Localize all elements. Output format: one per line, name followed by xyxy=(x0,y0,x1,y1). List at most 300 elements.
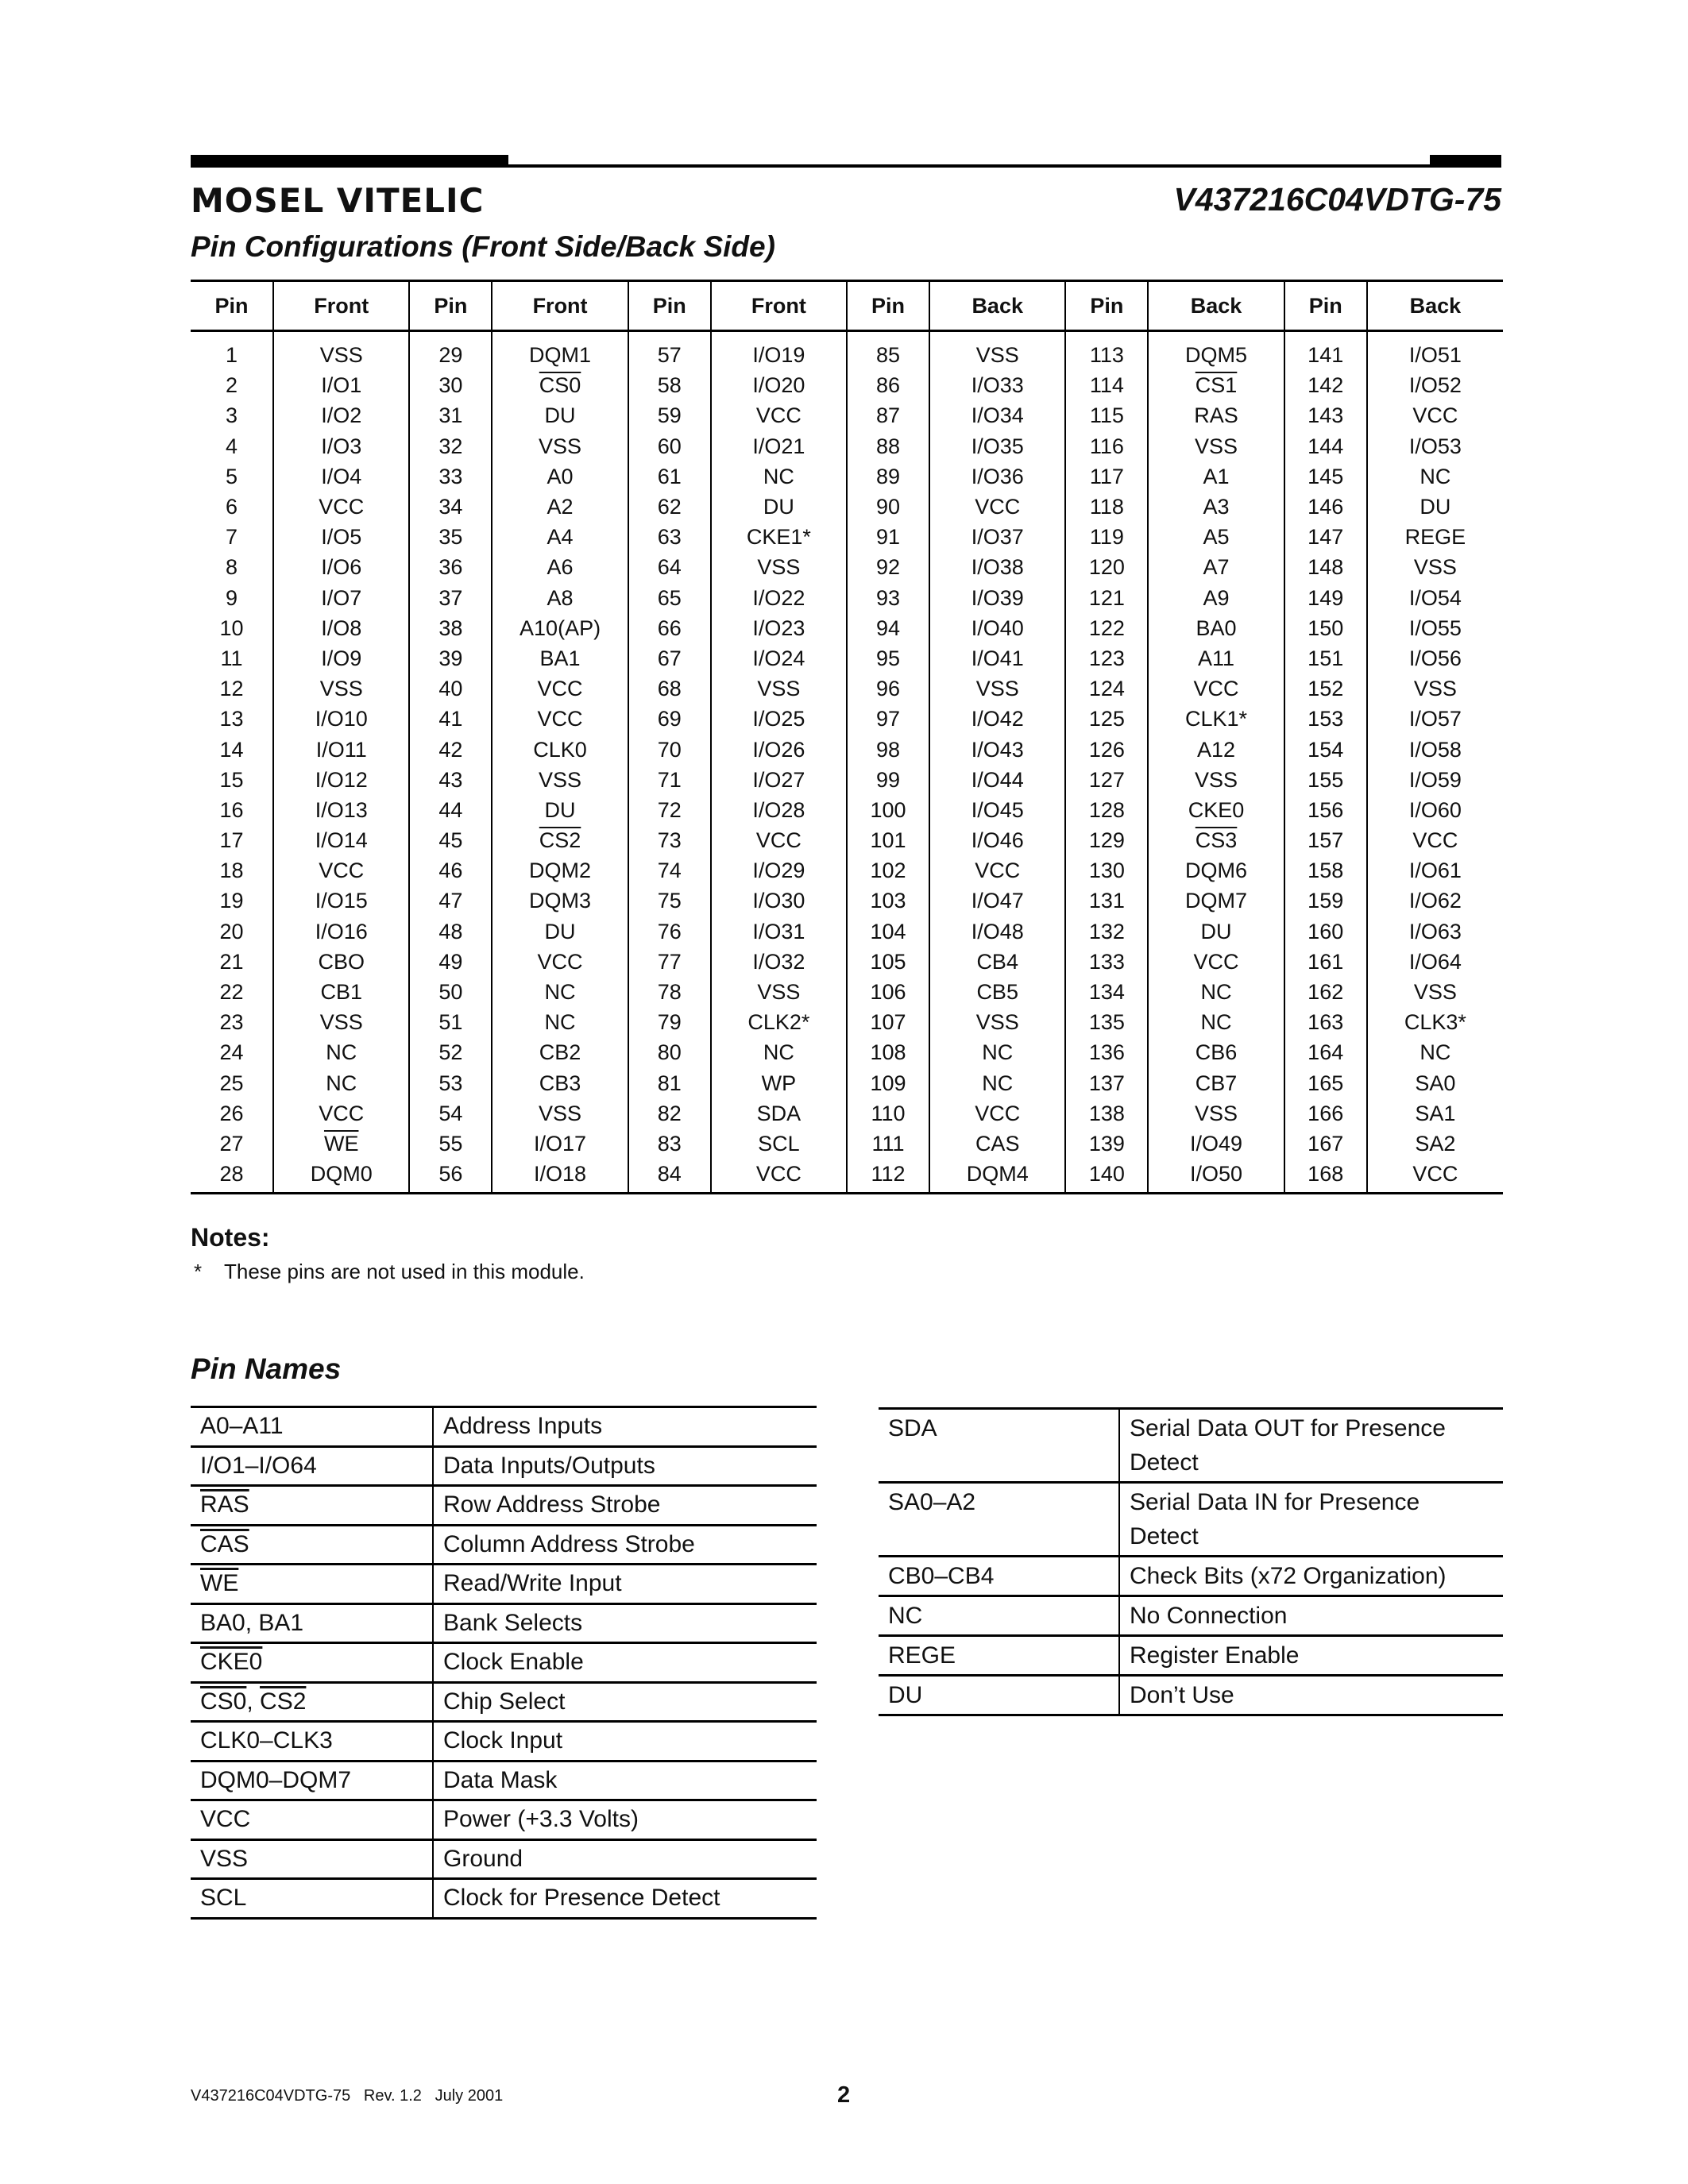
pin-signal-cell: A10(AP) xyxy=(492,613,628,643)
pin-number-cell: 75 xyxy=(628,886,711,916)
description-line: Serial Data OUT for Presence xyxy=(1130,1415,1446,1441)
pin-description: Data Mask xyxy=(433,1761,817,1800)
pin-number-cell: 90 xyxy=(847,492,929,522)
pin-number-cell: 160 xyxy=(1284,916,1367,947)
column-header: Pin xyxy=(628,281,711,331)
pin-name: CB0–CB4 xyxy=(879,1557,1119,1596)
pin-name: REGE xyxy=(879,1636,1119,1676)
table-row xyxy=(191,916,1503,947)
pin-signal-cell: VSS xyxy=(711,552,847,582)
pin-name: A0–A11 xyxy=(191,1407,433,1447)
pin-number-cell: 136 xyxy=(1065,1037,1148,1067)
pin-number-cell: 9 xyxy=(226,585,238,610)
table-row xyxy=(191,1486,817,1526)
pin-signal-cell: NC xyxy=(273,1037,409,1067)
pin-number-cell: 102 xyxy=(847,855,929,886)
table-row xyxy=(191,552,1503,582)
table-row xyxy=(191,461,1503,492)
pin-number-cell: 8 xyxy=(226,555,238,580)
pin-signal-cell: CLK2* xyxy=(711,1007,847,1037)
table-row xyxy=(191,947,1503,977)
pin-number-cell: 93 xyxy=(847,583,929,613)
pin-config-body xyxy=(191,331,1503,1194)
pin-signal-cell: I/O57 xyxy=(1367,704,1503,734)
pin-signal-cell: NC xyxy=(1148,977,1284,1007)
pin-signal-cell: CLK1* xyxy=(1148,704,1284,734)
pin-number-cell: 117 xyxy=(1065,461,1148,492)
pin-signal-cell: VSS xyxy=(273,673,409,704)
table-row xyxy=(191,370,1503,400)
pin-number-cell: 165 xyxy=(1284,1068,1367,1098)
pin-signal-cell: VCC xyxy=(1367,400,1503,430)
pin-number-cell: 146 xyxy=(1284,492,1367,522)
pin-description: Clock for Presence Detect xyxy=(433,1879,817,1919)
pin-number-cell: 53 xyxy=(409,1068,492,1098)
pin-number-cell: 55 xyxy=(409,1129,492,1159)
pin-description: Check Bits (x72 Organization) xyxy=(1119,1557,1503,1596)
pin-number-cell: 121 xyxy=(1065,583,1148,613)
pin-name: CLK0–CLK3 xyxy=(191,1722,433,1761)
pin-signal-cell: VCC xyxy=(711,825,847,855)
pin-signal-cell: I/O14 xyxy=(273,825,409,855)
pin-number-cell: 67 xyxy=(628,643,711,673)
pin-signal-cell: VSS xyxy=(711,673,847,704)
pin-number-cell: 17 xyxy=(219,828,244,853)
pin-description: Power (+3.3 Volts) xyxy=(433,1800,817,1840)
pin-signal-cell: I/O35 xyxy=(929,431,1065,461)
table-row xyxy=(191,1565,817,1604)
pin-number-cell: 168 xyxy=(1284,1159,1367,1194)
active-low-signal: CS2 xyxy=(539,828,581,853)
pin-number-cell: 32 xyxy=(409,431,492,461)
table-row xyxy=(191,1446,817,1486)
pin-signal-cell: I/O48 xyxy=(929,916,1065,947)
pin-name xyxy=(191,1565,433,1604)
pin-number-cell: 73 xyxy=(628,825,711,855)
pin-number-cell: 56 xyxy=(409,1159,492,1194)
pin-signal-cell: SA2 xyxy=(1367,1129,1503,1159)
pin-signal-cell: I/O47 xyxy=(929,886,1065,916)
table-row xyxy=(191,613,1503,643)
pin-signal-cell: A12 xyxy=(1148,734,1284,764)
pin-signal-cell xyxy=(492,825,628,855)
table-row xyxy=(191,1839,817,1879)
pin-number-cell: 62 xyxy=(628,492,711,522)
table-row xyxy=(191,855,1503,886)
pin-number-cell: 97 xyxy=(847,704,929,734)
table-row xyxy=(191,1159,1503,1194)
pin-description: Address Inputs xyxy=(433,1407,817,1447)
active-low-signal: CS3 xyxy=(1195,828,1238,853)
header-rule xyxy=(191,164,1501,168)
footer-revision: Rev. 1.2 xyxy=(363,2087,422,2105)
pin-signal-cell: I/O37 xyxy=(929,522,1065,552)
pin-signal-cell: I/O46 xyxy=(929,825,1065,855)
pin-description: Data Inputs/Outputs xyxy=(433,1446,817,1486)
pin-signal-cell: DQM7 xyxy=(1148,886,1284,916)
pin-number-cell: 132 xyxy=(1065,916,1148,947)
pin-signal-cell: VCC xyxy=(273,855,409,886)
table-row xyxy=(191,583,1503,613)
pin-signal-cell: I/O52 xyxy=(1367,370,1503,400)
pin-signal-cell: VCC xyxy=(711,400,847,430)
pin-signal-cell: I/O27 xyxy=(711,765,847,795)
pin-number-cell: 14 xyxy=(219,737,244,762)
pin-signal-cell: A9 xyxy=(1148,583,1284,613)
pin-signal-cell: VSS xyxy=(492,1098,628,1129)
pin-signal-cell: VSS xyxy=(1148,1098,1284,1129)
pin-signal-cell: I/O10 xyxy=(273,704,409,734)
pin-signal-cell: I/O24 xyxy=(711,643,847,673)
pin-number-cell: 142 xyxy=(1284,370,1367,400)
pin-description xyxy=(1119,1483,1503,1557)
pin-signal-cell: I/O5 xyxy=(273,522,409,552)
pin-signal-cell: WP xyxy=(711,1068,847,1098)
pin-signal-cell: VSS xyxy=(1148,431,1284,461)
pin-number-cell: 85 xyxy=(847,331,929,371)
pin-description: Clock Enable xyxy=(433,1643,817,1683)
pin-signal-cell: I/O59 xyxy=(1367,765,1503,795)
pin-signal-cell: VCC xyxy=(492,947,628,977)
pin-signal-cell: NC xyxy=(492,977,628,1007)
pin-signal-cell: A7 xyxy=(1148,552,1284,582)
pin-signal-cell: A4 xyxy=(492,522,628,552)
pin-signal-cell: VSS xyxy=(492,765,628,795)
pin-number-cell: 21 xyxy=(219,949,244,974)
pin-number-cell: 41 xyxy=(409,704,492,734)
table-row xyxy=(191,1098,1503,1129)
pin-signal-cell: I/O60 xyxy=(1367,795,1503,825)
name-separator: , xyxy=(246,1688,261,1715)
table-row xyxy=(191,765,1503,795)
pin-signal-cell: I/O8 xyxy=(273,613,409,643)
pin-signal-cell: I/O18 xyxy=(492,1159,628,1194)
pin-signal-cell: I/O39 xyxy=(929,583,1065,613)
notes-title: Notes: xyxy=(191,1223,270,1252)
pin-number-cell: 109 xyxy=(847,1068,929,1098)
pin-number-cell: 86 xyxy=(847,370,929,400)
pin-number-cell: 91 xyxy=(847,522,929,552)
description-line: Detect xyxy=(1130,1523,1199,1549)
pin-name: BA0, BA1 xyxy=(191,1603,433,1643)
pin-number-cell: 167 xyxy=(1284,1129,1367,1159)
pin-signal-cell: DU xyxy=(492,916,628,947)
table-row xyxy=(879,1596,1503,1636)
pin-signal-cell: DQM2 xyxy=(492,855,628,886)
pin-number-cell: 33 xyxy=(409,461,492,492)
table-row xyxy=(191,1129,1503,1159)
pin-number-cell: 63 xyxy=(628,522,711,552)
pin-signal-cell: NC xyxy=(492,1007,628,1037)
pin-signal-cell: DQM4 xyxy=(929,1159,1065,1194)
pin-signal-cell: CB7 xyxy=(1148,1068,1284,1098)
active-low-name: CKE0 xyxy=(200,1649,263,1675)
pin-signal-cell: REGE xyxy=(1367,522,1503,552)
pin-number-cell: 94 xyxy=(847,613,929,643)
pin-signal-cell: I/O3 xyxy=(273,431,409,461)
pin-signal-cell: CB1 xyxy=(273,977,409,1007)
pin-number-cell: 10 xyxy=(219,615,244,640)
pin-number-cell: 71 xyxy=(628,765,711,795)
pin-signal-cell: I/O56 xyxy=(1367,643,1503,673)
table-row xyxy=(191,1525,817,1565)
pin-number-cell: 28 xyxy=(191,1159,273,1194)
pin-name: DU xyxy=(879,1676,1119,1715)
pin-number-cell: 6 xyxy=(226,495,238,519)
pin-signal-cell: VSS xyxy=(273,1007,409,1037)
table-row xyxy=(191,1722,817,1761)
note-item xyxy=(194,1260,585,1284)
footer-date: July 2001 xyxy=(435,2087,504,2105)
pin-number-cell: 5 xyxy=(226,464,238,488)
pin-signal-cell: DU xyxy=(492,795,628,825)
header-rule-right xyxy=(1430,155,1501,168)
pin-signal-cell: VSS xyxy=(1367,977,1503,1007)
active-low-name: $\overline{WE}$ xyxy=(200,1570,239,1596)
pin-signal-cell: CB3 xyxy=(492,1068,628,1098)
pin-signal-cell: I/O34 xyxy=(929,400,1065,430)
pin-name xyxy=(191,1682,433,1722)
table-row xyxy=(191,1407,817,1447)
pin-number-cell: 25 xyxy=(219,1071,244,1095)
pin-number-cell: 81 xyxy=(628,1068,711,1098)
pin-number-cell: 163 xyxy=(1284,1007,1367,1037)
pin-signal-cell: VCC xyxy=(1367,1159,1503,1194)
pin-signal-cell: I/O20 xyxy=(711,370,847,400)
pin-number-cell: 88 xyxy=(847,431,929,461)
pin-number-cell: 138 xyxy=(1065,1098,1148,1129)
pin-number-cell: 43 xyxy=(409,765,492,795)
pin-name xyxy=(191,1643,433,1683)
pin-number-cell: 11 xyxy=(220,646,243,670)
pin-signal-cell: I/O58 xyxy=(1367,734,1503,764)
pin-signal-cell: I/O19 xyxy=(711,331,847,371)
pin-number-cell: 131 xyxy=(1065,886,1148,916)
pin-number-cell: 69 xyxy=(628,704,711,734)
pin-number-cell: 116 xyxy=(1065,431,1148,461)
pin-number-cell: 49 xyxy=(409,947,492,977)
part-number: V437216C04VDTG-75 xyxy=(1173,181,1501,218)
pin-signal-cell: I/O50 xyxy=(1148,1159,1284,1194)
pin-description: Chip Select xyxy=(433,1682,817,1722)
pin-number-cell: 161 xyxy=(1284,947,1367,977)
pin-number-cell: 72 xyxy=(628,795,711,825)
pin-number-cell: 70 xyxy=(628,734,711,764)
pin-signal-cell: I/O26 xyxy=(711,734,847,764)
pin-signal-cell: I/O7 xyxy=(273,583,409,613)
pin-signal-cell: NC xyxy=(711,1037,847,1067)
pin-signal-cell: I/O61 xyxy=(1367,855,1503,886)
active-low-name: CS2 xyxy=(260,1688,307,1715)
pin-number-cell: 20 xyxy=(219,919,244,943)
pin-signal-cell: CB2 xyxy=(492,1037,628,1067)
active-low-signal: CS0 xyxy=(539,373,581,398)
table-row xyxy=(879,1676,1503,1715)
table-row xyxy=(191,825,1503,855)
pin-number-cell: 44 xyxy=(409,795,492,825)
pin-signal-cell: DQM3 xyxy=(492,886,628,916)
pin-number-cell: 57 xyxy=(628,331,711,371)
column-header: Pin xyxy=(1065,281,1148,331)
pin-description: Column Address Strobe xyxy=(433,1525,817,1565)
pin-signal-cell: DQM1 xyxy=(492,331,628,371)
pin-signal-cell: VSS xyxy=(929,331,1065,371)
pin-number-cell: 164 xyxy=(1284,1037,1367,1067)
pin-description: Register Enable xyxy=(1119,1636,1503,1676)
pin-signal-cell: I/O41 xyxy=(929,643,1065,673)
pin-number-cell: 52 xyxy=(409,1037,492,1067)
pin-signal-cell: I/O38 xyxy=(929,552,1065,582)
pin-number-cell: 61 xyxy=(628,461,711,492)
pin-signal-cell: I/O30 xyxy=(711,886,847,916)
pin-signal-cell: I/O42 xyxy=(929,704,1065,734)
pin-number-cell: 113 xyxy=(1065,331,1148,371)
pin-description: Don’t Use xyxy=(1119,1676,1503,1715)
pin-signal-cell: A3 xyxy=(1148,492,1284,522)
pin-number-cell: 141 xyxy=(1284,331,1367,371)
pin-signal-cell: I/O62 xyxy=(1367,886,1503,916)
pin-signal-cell: CKE1* xyxy=(711,522,847,552)
pin-signal-cell: I/O17 xyxy=(492,1129,628,1159)
active-low-signal: CS1 xyxy=(1195,373,1238,398)
pin-signal-cell: VCC xyxy=(929,855,1065,886)
pin-number-cell: 104 xyxy=(847,916,929,947)
pin-signal-cell: NC xyxy=(1367,461,1503,492)
table-row xyxy=(191,1682,817,1722)
pin-number-cell: 66 xyxy=(628,613,711,643)
pin-signal-cell: I/O29 xyxy=(711,855,847,886)
pin-name: SDA xyxy=(879,1409,1119,1483)
pin-signal-cell: I/O45 xyxy=(929,795,1065,825)
pin-number-cell: 130 xyxy=(1065,855,1148,886)
pin-signal-cell: VCC xyxy=(273,492,409,522)
active-low-name: $\overline{CAS}$ xyxy=(200,1530,249,1557)
pin-signal-cell: CKE0 xyxy=(1148,795,1284,825)
pin-description: Row Address Strobe xyxy=(433,1486,817,1526)
pin-number-cell: 3 xyxy=(226,403,238,428)
pin-number-cell: 159 xyxy=(1284,886,1367,916)
pin-signal-cell: VSS xyxy=(273,331,409,371)
pin-signal-cell: CBO xyxy=(273,947,409,977)
pin-number-cell: 74 xyxy=(628,855,711,886)
active-low-name: $\overline{RAS}$ xyxy=(200,1491,249,1518)
pin-number-cell: 36 xyxy=(409,552,492,582)
pin-number-cell: 135 xyxy=(1065,1007,1148,1037)
pin-number-cell: 133 xyxy=(1065,947,1148,977)
pin-number-cell: 51 xyxy=(409,1007,492,1037)
pin-name: DQM0–DQM7 xyxy=(191,1761,433,1800)
pin-signal-cell: SA0 xyxy=(1367,1068,1503,1098)
pin-name: SCL xyxy=(191,1879,433,1919)
pin-signal-cell: VCC xyxy=(1148,947,1284,977)
pin-signal-cell: VCC xyxy=(1148,673,1284,704)
pin-signal-cell: I/O40 xyxy=(929,613,1065,643)
pin-number-cell: 2 xyxy=(226,373,238,398)
pin-number-cell: 106 xyxy=(847,977,929,1007)
pin-number-cell: 4 xyxy=(226,434,238,458)
pin-number-cell: 107 xyxy=(847,1007,929,1037)
description-line: Serial Data IN for Presence xyxy=(1130,1489,1420,1515)
table-row xyxy=(191,704,1503,734)
pin-name: VCC xyxy=(191,1800,433,1840)
pin-signal-cell: SA1 xyxy=(1367,1098,1503,1129)
pin-number-cell: 114 xyxy=(1065,370,1148,400)
pin-number-cell: 23 xyxy=(219,1010,244,1035)
pin-signal-cell: VCC xyxy=(929,492,1065,522)
pin-number-cell: 126 xyxy=(1065,734,1148,764)
pin-number-cell: 87 xyxy=(847,400,929,430)
table-row xyxy=(191,795,1503,825)
pin-name xyxy=(191,1525,433,1565)
table-row xyxy=(191,522,1503,552)
pin-signal-cell: DU xyxy=(1367,492,1503,522)
pin-number-cell: 40 xyxy=(409,673,492,704)
pin-signal-cell xyxy=(1148,370,1284,400)
pin-number-cell: 65 xyxy=(628,583,711,613)
pin-number-cell: 137 xyxy=(1065,1068,1148,1098)
pin-number-cell: 64 xyxy=(628,552,711,582)
pin-signal-cell: NC xyxy=(929,1037,1065,1067)
table-row xyxy=(879,1483,1503,1557)
pin-number-cell: 149 xyxy=(1284,583,1367,613)
pin-signal-cell: I/O22 xyxy=(711,583,847,613)
table-row xyxy=(191,1603,817,1643)
pin-names-table-left xyxy=(191,1406,817,1920)
pin-number-cell: 115 xyxy=(1065,400,1148,430)
pin-signal-cell: VCC xyxy=(273,1098,409,1129)
pin-description: Read/Write Input xyxy=(433,1565,817,1604)
table-row xyxy=(191,1800,817,1840)
pin-signal-cell: A2 xyxy=(492,492,628,522)
pin-names-table-right xyxy=(879,1407,1503,1716)
table-row xyxy=(191,1761,817,1800)
pin-name: SA0–A2 xyxy=(879,1483,1119,1557)
table-row xyxy=(191,673,1503,704)
pin-signal-cell: DU xyxy=(492,400,628,430)
column-header: Pin xyxy=(1284,281,1367,331)
pin-number-cell: 118 xyxy=(1065,492,1148,522)
pin-signal-cell: I/O51 xyxy=(1367,331,1503,371)
pin-signal-cell: A0 xyxy=(492,461,628,492)
pin-number-cell: 134 xyxy=(1065,977,1148,1007)
pin-number-cell: 79 xyxy=(628,1007,711,1037)
pin-number-cell: 19 xyxy=(219,889,244,913)
pin-signal-cell: VCC xyxy=(711,1159,847,1194)
pin-signal-cell: I/O44 xyxy=(929,765,1065,795)
pin-number-cell: 76 xyxy=(628,916,711,947)
pin-number-cell: 153 xyxy=(1284,704,1367,734)
pin-signal-cell: I/O12 xyxy=(273,765,409,795)
pin-signal-cell: NC xyxy=(1148,1007,1284,1037)
pin-number-cell: 84 xyxy=(628,1159,711,1194)
pin-signal-cell: I/O28 xyxy=(711,795,847,825)
column-header: Back xyxy=(1148,281,1284,331)
pin-signal-cell: RAS xyxy=(1148,400,1284,430)
pin-number-cell: 68 xyxy=(628,673,711,704)
pin-signal-cell: NC xyxy=(273,1068,409,1098)
pin-signal-cell: I/O32 xyxy=(711,947,847,977)
pin-signal-cell: DQM6 xyxy=(1148,855,1284,886)
pin-signal-cell: SDA xyxy=(711,1098,847,1129)
pin-number-cell: 59 xyxy=(628,400,711,430)
pin-number-cell: 48 xyxy=(409,916,492,947)
pin-description: Ground xyxy=(433,1839,817,1879)
pin-number-cell: 123 xyxy=(1065,643,1148,673)
table-row xyxy=(191,1879,817,1919)
pin-number-cell: 27 xyxy=(219,1131,244,1156)
table-row xyxy=(879,1557,1503,1596)
pin-signal-cell: I/O33 xyxy=(929,370,1065,400)
